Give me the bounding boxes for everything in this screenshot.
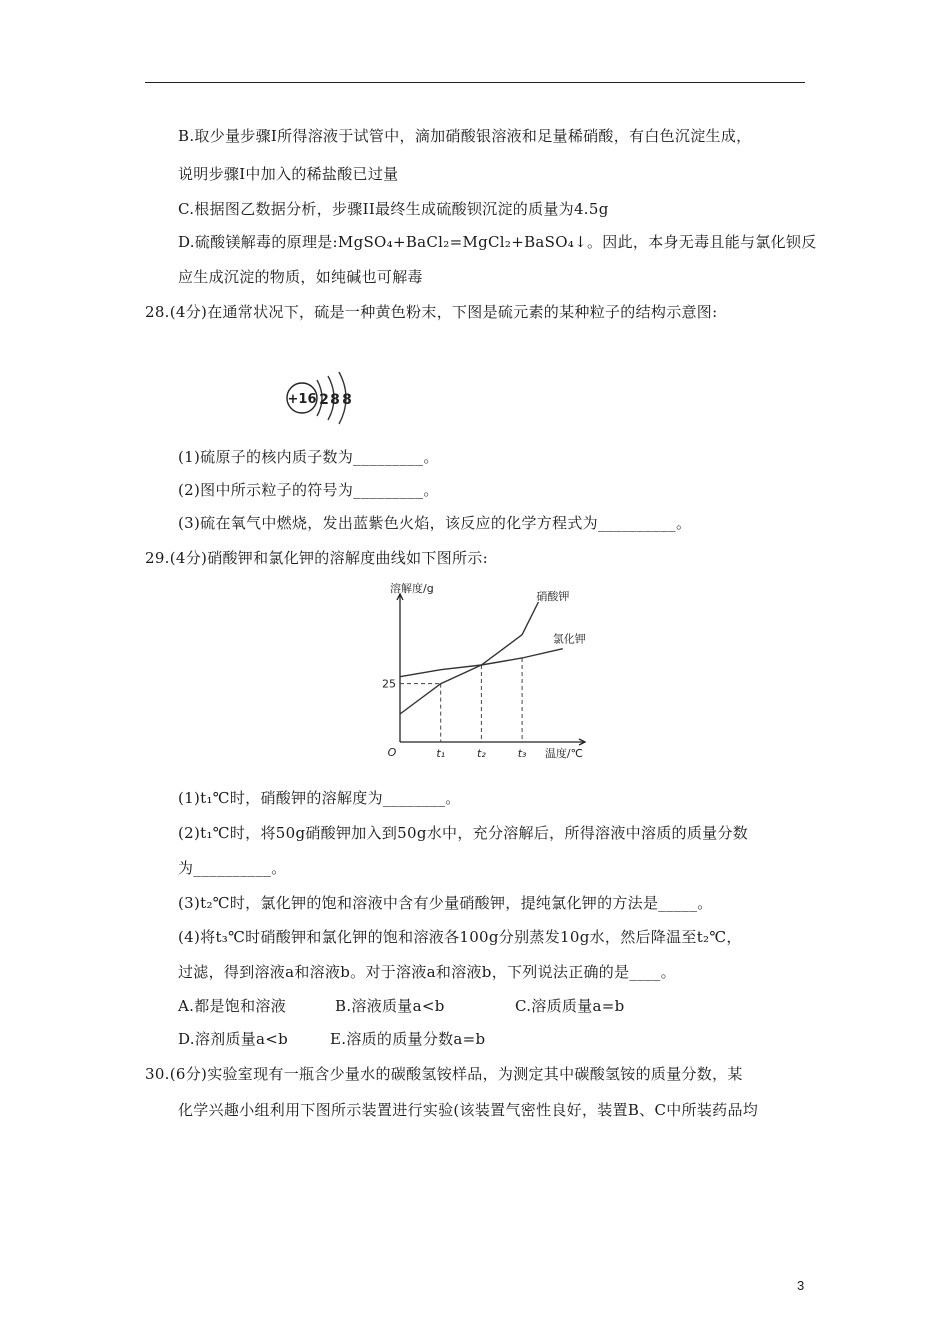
option-d-29: D.溶剂质量a<b [178, 1030, 289, 1048]
origin-label: O [387, 746, 397, 759]
question-29-4-line2: 过滤，得到溶液a和溶液b。对于溶液a和溶液b，下列说法正确的是____。 [178, 963, 676, 981]
option-a: A.都是饱和溶液 [178, 997, 287, 1015]
legend-kcl: 氯化钾 [552, 632, 586, 646]
question-28-2: (2)图中所示粒子的符号为_________。 [178, 481, 439, 499]
option-c: C.根据图乙数据分析，步骤II最终生成硫酸钡沉淀的质量为4.5g [178, 200, 609, 218]
option-b-line2: 说明步骤Ⅰ中加入的稀盐酸已过量 [178, 165, 399, 183]
question-29-3: (3)t₂℃时，氯化钾的饱和溶液中含有少量硝酸钾，提纯氯化钾的方法是_____。 [178, 894, 713, 912]
x-tick-label: t₃ [517, 747, 527, 760]
page-number: 3 [797, 1278, 805, 1293]
question-29-2-line2: 为__________。 [178, 859, 287, 877]
y-tick-label: 25 [382, 677, 396, 691]
y-axis-label: 溶解度/g [390, 582, 434, 595]
question-28-1: (1)硫原子的核内质子数为_________。 [178, 448, 439, 466]
question-28-3: (3)硫在氧气中燃烧，发出蓝紫色火焰，该反应的化学方程式为__________。 [178, 514, 692, 532]
shell-3-electrons: 8 [342, 392, 352, 408]
shell-1-electrons: 2 [319, 392, 329, 408]
x-tick-label: t₁ [436, 747, 446, 760]
solubility-chart [362, 582, 602, 767]
question-29: 29.(4分)硝酸钾和氯化钾的溶解度曲线如下图所示: [145, 549, 488, 567]
legend-kno3: 硝酸钾 [536, 590, 570, 603]
question-29-1: (1)t₁℃时，硝酸钾的溶解度为________。 [178, 789, 461, 807]
option-d-line1: D.硫酸镁解毒的原理是:MgSO₄+BaCl₂=MgCl₂+BaSO₄↓。因此，本身无毒且能与氯化钡反 [178, 233, 817, 251]
option-e: E.溶质的质量分数a=b [330, 1030, 486, 1048]
option-c-29: C.溶质质量a=b [515, 997, 625, 1015]
nucleus-charge: +16 [287, 392, 317, 407]
option-b: B.溶液质量a<b [335, 997, 445, 1015]
question-28: 28.(4分)在通常状况下，硫是一种黄色粉末，下图是硫元素的某种粒子的结构示意图: [145, 303, 718, 321]
shell-2-electrons: 8 [330, 392, 340, 408]
question-30-line2: 化学兴趣小组利用下图所示装置进行实验(该装置气密性良好，装置B、C中所装药品均 [178, 1101, 759, 1119]
x-axis-label: 温度/℃ [544, 747, 583, 760]
sulfur-structure-diagram [283, 360, 363, 430]
curve-kno3 [400, 602, 538, 714]
option-b-line1: B.取少量步骤Ⅰ所得溶液于试管中，滴加硝酸银溶液和足量稀硝酸，有白色沉淀生成， [178, 127, 752, 145]
option-d-line2: 应生成沉淀的物质，如纯碱也可解毒 [178, 268, 423, 286]
question-29-4-line1: (4)将t₃℃时硝酸钾和氯化钾的饱和溶液各100g分别蒸发10g水，然后降温至t₂℃， [178, 928, 742, 946]
question-30-line1: 30.(6分)实验室现有一瓶含少量水的碳酸氢铵样品，为测定其中碳酸氢铵的质量分数，某 [145, 1065, 743, 1083]
x-tick-label: t₂ [477, 747, 486, 760]
question-29-2-line1: (2)t₁℃时，将50g硝酸钾加入到50g水中，充分溶解后，所得溶液中溶质的质量分数 [178, 824, 749, 842]
header-rule [145, 82, 805, 83]
